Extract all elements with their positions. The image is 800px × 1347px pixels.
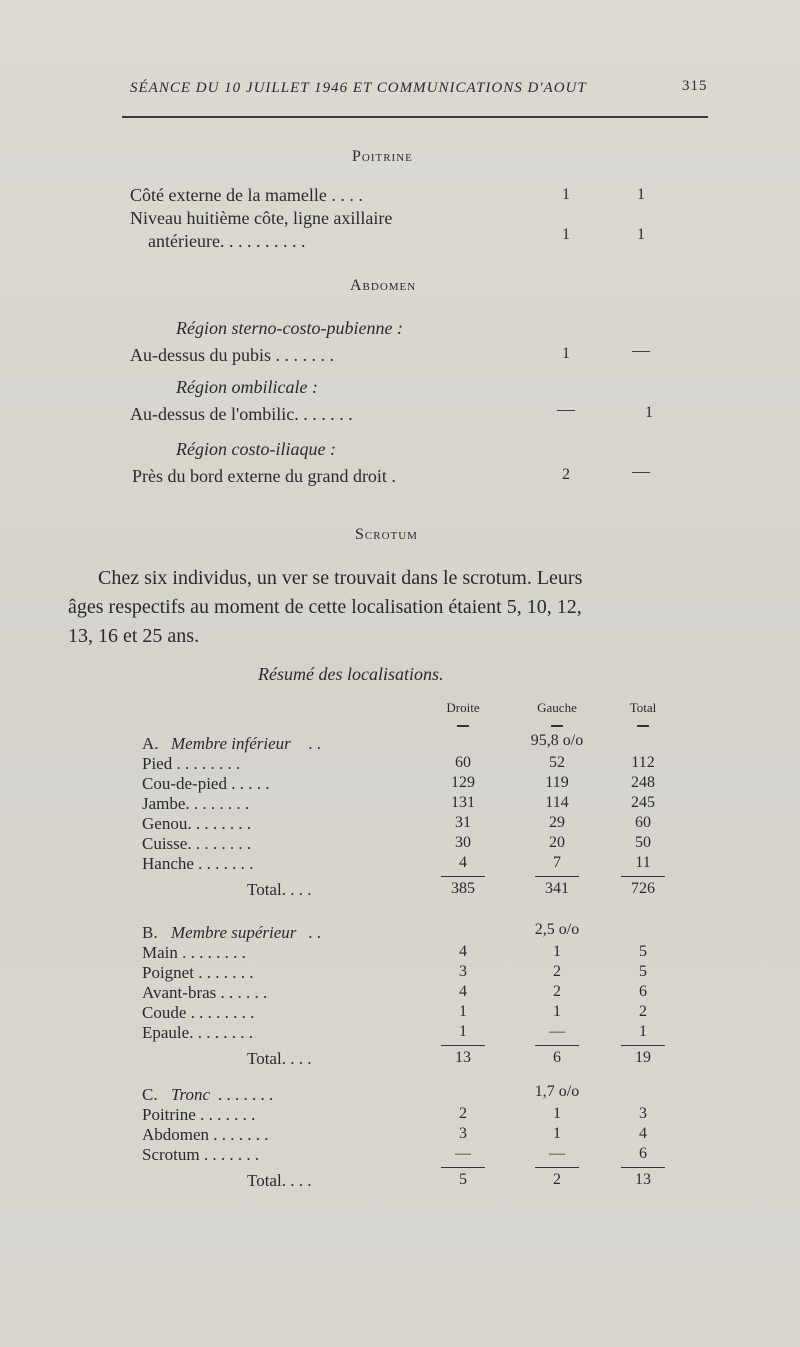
summary-title: Résumé des localisations. <box>258 664 444 684</box>
row-label: antérieure. . . . . . . . . . <box>148 231 306 251</box>
cell-droite: 3 <box>459 963 467 980</box>
cell-droite: 4 <box>459 854 467 871</box>
cell-gauche: 1 <box>553 943 561 960</box>
paragraph-line: Chez six individus, un ver se trouvait dans le scrotum. Leurs <box>98 567 583 589</box>
section-name: Membre inférieur <box>171 734 291 753</box>
total-droite: 13 <box>455 1049 471 1066</box>
value-droite: 1 <box>562 226 570 243</box>
section-name: Tronc <box>171 1085 211 1104</box>
section-heading-scrotum: Scrotum <box>355 526 418 543</box>
total-label: Total. . . . <box>247 1171 312 1190</box>
value-gauche: — <box>632 461 650 481</box>
cell-gauche: 114 <box>545 794 569 811</box>
table-row-label: Cou-de-pied . . . . . <box>142 774 270 793</box>
table-row-label: Hanche . . . . . . . <box>142 854 254 873</box>
paragraph-line: âges respectifs au moment de cette localisation étaient 5, 10, 12, <box>68 596 582 618</box>
cell-droite: 1 <box>459 1023 467 1040</box>
row-label: Au-dessus de l'ombilic. . . . . . . <box>130 404 353 424</box>
region-label: Région costo-iliaque : <box>176 439 336 459</box>
cell-gauche: 1 <box>553 1125 561 1142</box>
section-heading-abdomen: Abdomen <box>350 277 417 294</box>
section-prefix: B. <box>142 923 158 942</box>
row-label: Près du bord externe du grand droit . <box>132 466 396 486</box>
column-header-droite: Droite <box>446 700 480 715</box>
value-gauche: — <box>632 340 650 360</box>
total-droite: 5 <box>459 1171 467 1188</box>
table-row-label: Coude . . . . . . . . <box>142 1003 255 1022</box>
cell-droite: 129 <box>451 774 475 791</box>
cell-total: 60 <box>635 814 651 831</box>
column-header-gauche: Gauche <box>537 700 577 715</box>
section-name: Membre supérieur <box>171 923 297 942</box>
table-row-label: Epaule. . . . . . . . <box>142 1023 253 1042</box>
cell-droite: 2 <box>459 1105 467 1122</box>
cell-total: 5 <box>639 943 647 960</box>
cell-gauche: 2 <box>553 983 561 1000</box>
cell-gauche: 2 <box>553 963 561 980</box>
cell-gauche: 7 <box>553 854 561 871</box>
section-heading-poitrine: Poitrine <box>352 148 413 165</box>
row-label: Au-dessus du pubis . . . . . . . <box>130 345 335 365</box>
cell-total: 11 <box>635 854 651 871</box>
cell-gauche: 119 <box>545 774 569 791</box>
cell-droite: 60 <box>455 754 471 771</box>
row-label: Côté externe de la mamelle . . . . <box>130 185 363 205</box>
header-rule <box>122 116 708 118</box>
total-total: 726 <box>631 880 655 897</box>
column-header-total: Total <box>629 700 657 715</box>
value-droite: — <box>557 399 575 419</box>
column-dash <box>637 725 649 727</box>
value-gauche: 1 <box>645 404 653 421</box>
table-row-label: Scrotum . . . . . . . <box>142 1145 260 1164</box>
cell-gauche: — <box>549 1023 565 1040</box>
value-droite: 1 <box>562 186 570 203</box>
cell-gauche: 52 <box>549 754 565 771</box>
column-dash <box>551 725 563 727</box>
page-number: 315 <box>682 78 708 94</box>
table-row-label: Jambe. . . . . . . . <box>142 794 250 813</box>
cell-gauche: 29 <box>549 814 565 831</box>
region-label: Région ombilicale : <box>176 377 318 397</box>
cell-total: 112 <box>631 754 655 771</box>
cell-total: 3 <box>639 1105 647 1122</box>
sum-rule <box>621 876 665 877</box>
section-prefix: A. <box>142 734 159 753</box>
table-row-label: Abdomen . . . . . . . <box>142 1125 269 1144</box>
section-percent: 1,7 o/o <box>534 1083 580 1100</box>
value-droite: 2 <box>562 466 570 483</box>
total-gauche: 6 <box>553 1049 561 1066</box>
sum-rule <box>535 1045 579 1046</box>
cell-droite: 1 <box>459 1003 467 1020</box>
table-row-label: Main . . . . . . . . <box>142 943 246 962</box>
cell-droite: — <box>455 1145 471 1162</box>
sum-rule <box>621 1167 665 1168</box>
cell-droite: 131 <box>451 794 475 811</box>
total-gauche: 2 <box>553 1171 561 1188</box>
cell-total: 4 <box>639 1125 647 1142</box>
total-label: Total. . . . <box>247 880 312 899</box>
cell-droite: 4 <box>459 943 467 960</box>
cell-droite: 31 <box>455 814 471 831</box>
cell-total: 245 <box>631 794 655 811</box>
cell-droite: 4 <box>459 983 467 1000</box>
row-label: Niveau huitième côte, ligne axillaire <box>130 208 393 228</box>
sum-rule <box>535 1167 579 1168</box>
total-droite: 385 <box>451 880 475 897</box>
table-row-label: Pied . . . . . . . . <box>142 754 241 773</box>
region-label: Région sterno-costo-pubienne : <box>176 318 403 338</box>
cell-gauche: — <box>549 1145 565 1162</box>
section-percent: 2,5 o/o <box>534 921 580 938</box>
sum-rule <box>535 876 579 877</box>
value-gauche: 1 <box>637 226 645 243</box>
sum-rule <box>441 1167 485 1168</box>
cell-total: 1 <box>639 1023 647 1040</box>
table-row-label: Avant-bras . . . . . . <box>142 983 268 1002</box>
column-dash <box>457 725 469 727</box>
sum-rule <box>441 1045 485 1046</box>
sum-rule <box>621 1045 665 1046</box>
total-gauche: 341 <box>545 880 569 897</box>
cell-gauche: 1 <box>553 1105 561 1122</box>
cell-total: 6 <box>639 983 647 1000</box>
table-row-label: Cuisse. . . . . . . . <box>142 834 252 853</box>
cell-total: 248 <box>631 774 655 791</box>
cell-gauche: 1 <box>553 1003 561 1020</box>
cell-total: 2 <box>639 1003 647 1020</box>
value-droite: 1 <box>562 345 570 362</box>
table-row-label: Poitrine . . . . . . . <box>142 1105 256 1124</box>
cell-droite: 30 <box>455 834 471 851</box>
total-total: 19 <box>635 1049 651 1066</box>
table-row-label: Poignet . . . . . . . <box>142 963 254 982</box>
running-header: SÉANCE DU 10 JUILLET 1946 ET COMMUNICATIONS D'AOUT <box>130 80 587 96</box>
total-total: 13 <box>635 1171 651 1188</box>
section-prefix: C. <box>142 1085 158 1104</box>
section-dots: . . . . . . . <box>218 1085 274 1104</box>
paragraph-line: 13, 16 et 25 ans. <box>68 625 200 647</box>
cell-total: 5 <box>639 963 647 980</box>
cell-total: 6 <box>639 1145 647 1162</box>
cell-total: 50 <box>635 834 651 851</box>
section-dots: . . <box>308 923 321 942</box>
section-percent: 95,8 o/o <box>530 732 584 749</box>
table-row-label: Genou. . . . . . . . <box>142 814 252 833</box>
value-gauche: 1 <box>637 186 645 203</box>
cell-gauche: 20 <box>549 834 565 851</box>
section-dots: . . <box>308 734 321 753</box>
cell-droite: 3 <box>459 1125 467 1142</box>
sum-rule <box>441 876 485 877</box>
total-label: Total. . . . <box>247 1049 312 1068</box>
